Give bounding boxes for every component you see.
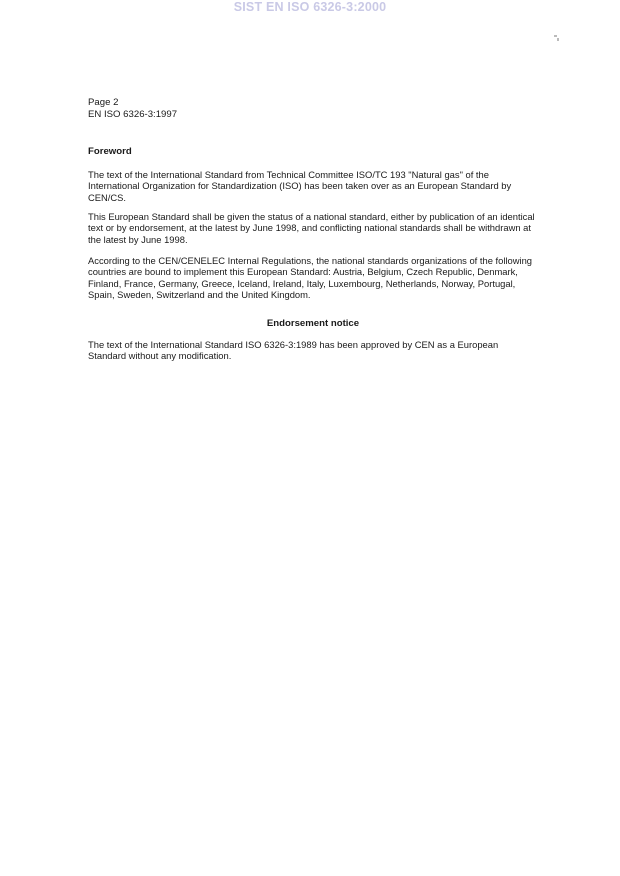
watermark: SIST EN ISO 6326-3:2000 <box>233 0 387 14</box>
foreword-paragraph-2: This European Standard shall be given the status of a national standard, either by publication of an identical text or by endorsement, at the latest by June 1998, and conflicting national standards shall be withdrawn at the latest by June 1998. <box>88 211 535 245</box>
endorsement-paragraph: The text of the International Standard ISO 6326-3:1989 has been approved by CEN as a European Standard without any modification. <box>88 339 499 362</box>
scan-speck <box>554 35 557 37</box>
page-header <box>88 97 177 121</box>
foreword-paragraph-1: The text of the International Standard from Technical Committee ISO/TC 193 "Natural gas" of the International Organization for Standardization (ISO) has been taken over as an European Standard by CEN/CS. <box>88 169 512 203</box>
page-number: Page 2 <box>88 97 119 108</box>
document-id: EN ISO 6326-3:1997 <box>88 109 178 120</box>
foreword-heading: Foreword <box>88 146 132 157</box>
scan-speck <box>557 38 559 41</box>
foreword-paragraph-3: According to the CEN/CENELEC Internal Regulations, the national standards organizations of the following countries are bound to implement this European Standard: Austria, Belgium, Czech Republic, Denmark, Finland, France, Germany, Greece, Iceland, Ireland, Italy, Luxembourg, Netherlands, Norway, Portugal, Spain, Sweden, Switzerland and the United Kingdom. <box>88 255 533 300</box>
endorsement-heading: Endorsement notice <box>266 318 360 329</box>
